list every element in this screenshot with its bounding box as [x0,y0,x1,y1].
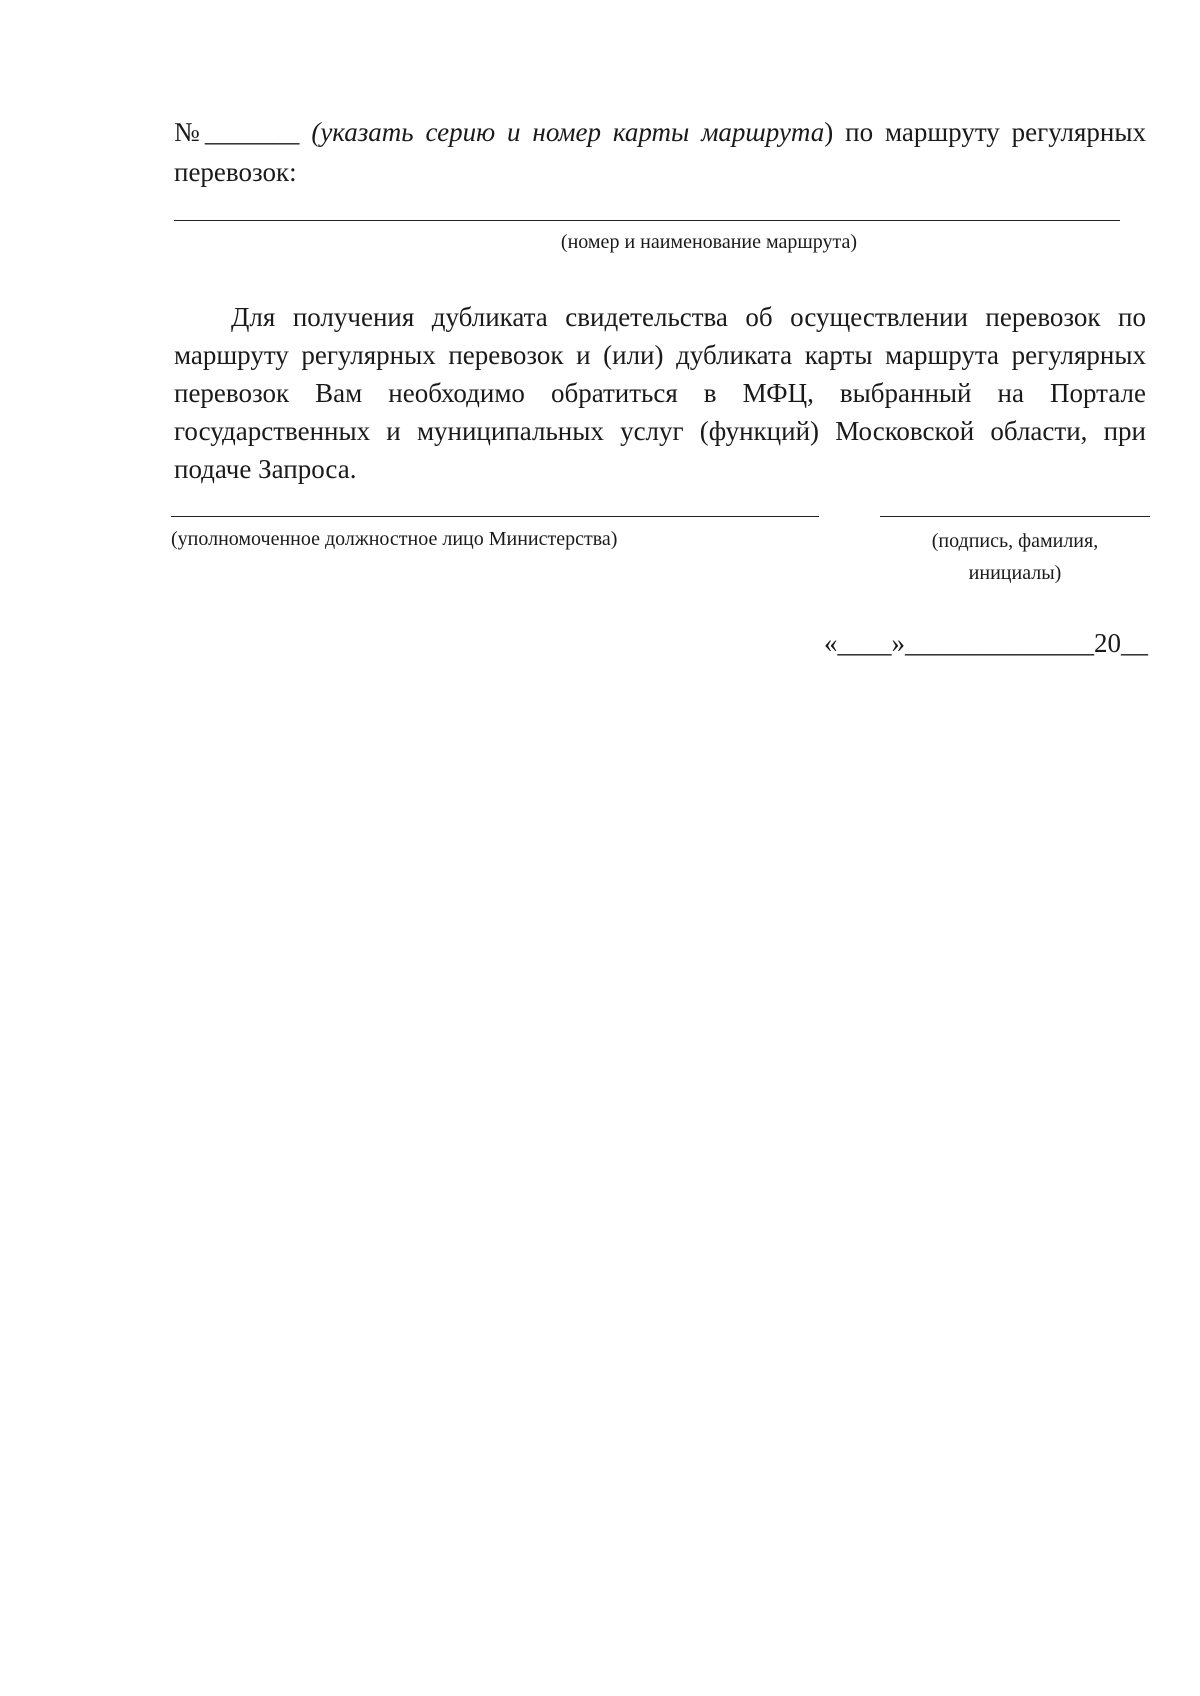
signature-underline [880,516,1150,517]
route-tail-text: ) по маршруту регулярных перевозок: [174,117,1147,187]
number-sign: № [174,117,205,147]
signature-caption-line2: инициалы) [968,562,1062,584]
signature-caption-line1: (подпись, фамилия, [931,530,1099,552]
date-line: «____»______________20__ [824,628,1148,658]
route-underline [174,220,1120,221]
official-underline [171,516,819,517]
body-paragraph: Для получения дубликата свидетельства об осуществлении перевозок по маршруту регулярных перевозок и (или) дубликата карты маршрута регулярных перевозок Вам необходимо обратиться в МФЦ, выбранный на Портале государственных и муниципальных услуг (функций) Московской области, при подаче Запроса. [174,302,1146,484]
route-card-line [174,112,1146,192]
italic-hint: (указать серию и номер карты маршрута [311,117,825,147]
signature-caption [880,525,1150,589]
official-caption: (уполномоченное должностное лицо Министерства) [171,528,618,550]
route-caption: (номер и наименование маршрута) [560,231,858,253]
number-blank: _______ [204,117,300,147]
